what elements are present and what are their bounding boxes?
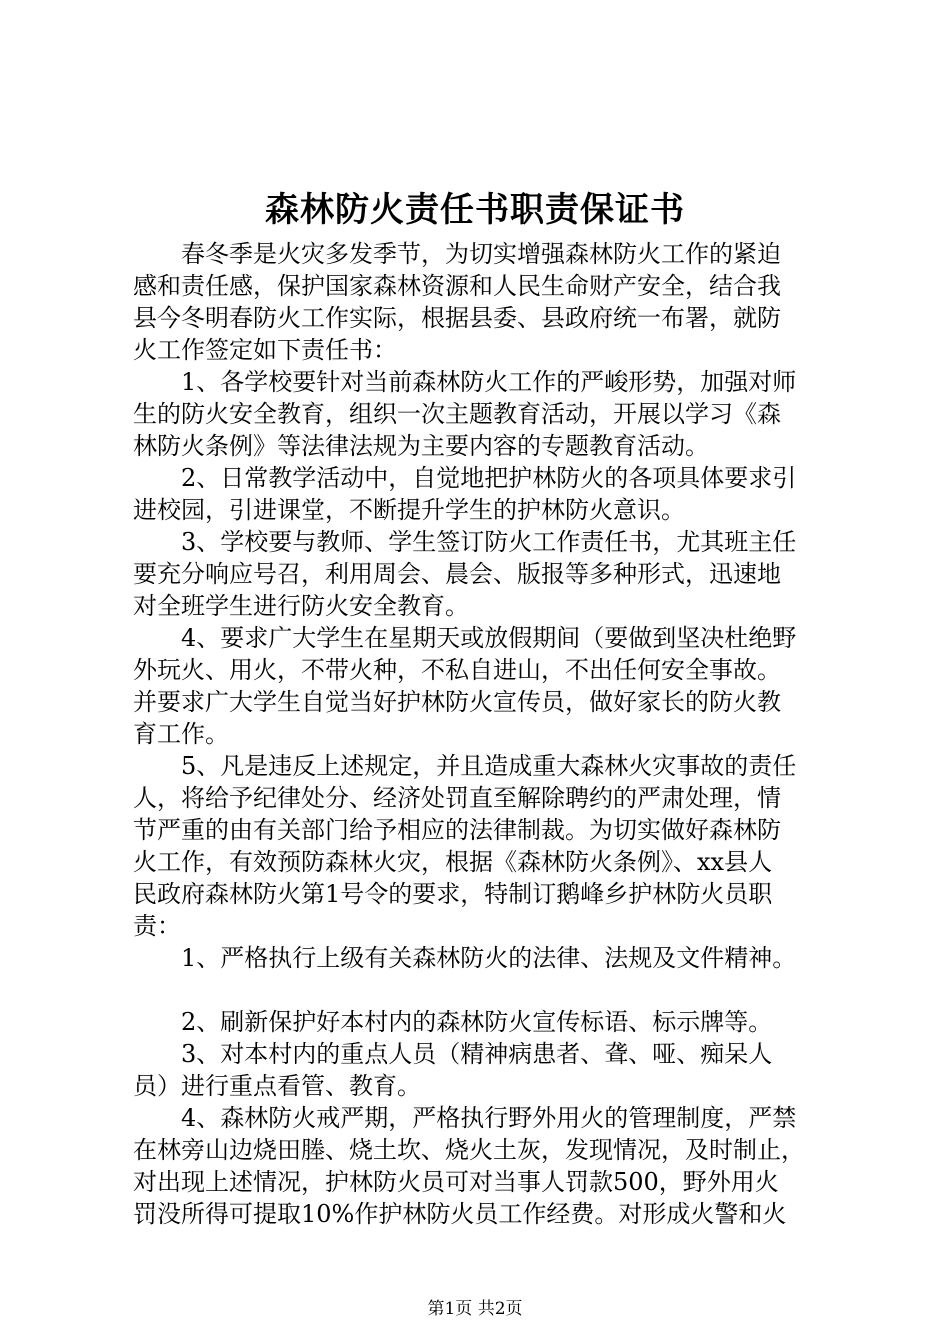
- body-line: 对全班学生进行防火安全教育。: [133, 592, 469, 620]
- body-line: 责：: [133, 912, 181, 940]
- body-line: 罚没所得可提取10%作护林防火员工作经费。对形成火警和火: [133, 1200, 787, 1228]
- body-line: 2、刷新保护好本村内的森林防火宣传标语、标示牌等。: [181, 1008, 773, 1036]
- body-line: 外玩火、用火，不带火种，不私自进山，不出任何安全事故。: [133, 656, 781, 684]
- body-line: 5、凡是违反上述规定，并且造成重大森林火灾事故的责任: [181, 752, 797, 780]
- body-line: 火工作签定如下责任书：: [133, 336, 397, 364]
- body-line: 进校园，引进课堂，不断提升学生的护林防火意识。: [133, 496, 685, 524]
- body-line: 1、各学校要针对当前森林防火工作的严峻形势，加强对师: [181, 368, 797, 396]
- body-line: 4、森林防火戒严期，严格执行野外用火的管理制度，严禁: [181, 1104, 797, 1132]
- body-line: 3、学校要与教师、学生签订防火工作责任书，尤其班主任: [181, 528, 797, 556]
- body-line: 民政府森林防火第1号令的要求，特制订鹅峰乡护林防火员职: [133, 880, 773, 908]
- body-line: 员）进行重点看管、教育。: [133, 1072, 421, 1100]
- body-line: 火工作，有效预防森林火灾，根据《森林防火条例》、xx县人: [133, 848, 773, 876]
- body-line: 2、日常教学活动中，自觉地把护林防火的各项具体要求引: [181, 464, 797, 492]
- body-line: 3、对本村内的重点人员（精神病患者、聋、哑、痴呆人: [181, 1040, 773, 1068]
- body-line: 对出现上述情况，护林防火员可对当事人罚款500，野外用火: [133, 1168, 779, 1196]
- body-line: 春冬季是火灾多发季节，为切实增强森林防火工作的紧迫: [181, 240, 781, 268]
- body-line: 节严重的由有关部门给予相应的法律制裁。为切实做好森林防: [133, 816, 781, 844]
- body-line: 感和责任感，保护国家森林资源和人民生命财产安全，结合我: [133, 272, 781, 300]
- document-title: 森林防火责任书职责保证书: [265, 190, 685, 230]
- body-line: 要充分响应号召，利用周会、晨会、版报等多种形式，迅速地: [133, 560, 781, 588]
- body-line: 人，将给予纪律处分、经济处罚直至解除聘约的严肃处理，情: [133, 784, 781, 812]
- body-line: 林防火条例》等法律法规为主要内容的专题教育活动。: [133, 432, 709, 460]
- body-line: 4、要求广大学生在星期天或放假期间（要做到坚决杜绝野: [181, 624, 797, 652]
- page-number: 第1页 共2页: [427, 1299, 523, 1319]
- body-line: 在林旁山边烧田塍、烧土坎、烧火土灰，发现情况，及时制止，: [133, 1136, 805, 1164]
- body-line: 1、严格执行上级有关森林防火的法律、法规及文件精神。: [181, 944, 797, 972]
- body-line: 生的防火安全教育，组织一次主题教育活动，开展以学习《森: [133, 400, 781, 428]
- body-line: 县今冬明春防火工作实际，根据县委、县政府统一布署，就防: [133, 304, 781, 332]
- body-line: 并要求广大学生自觉当好护林防火宣传员，做好家长的防火教: [133, 688, 781, 716]
- body-line: 育工作。: [133, 720, 229, 748]
